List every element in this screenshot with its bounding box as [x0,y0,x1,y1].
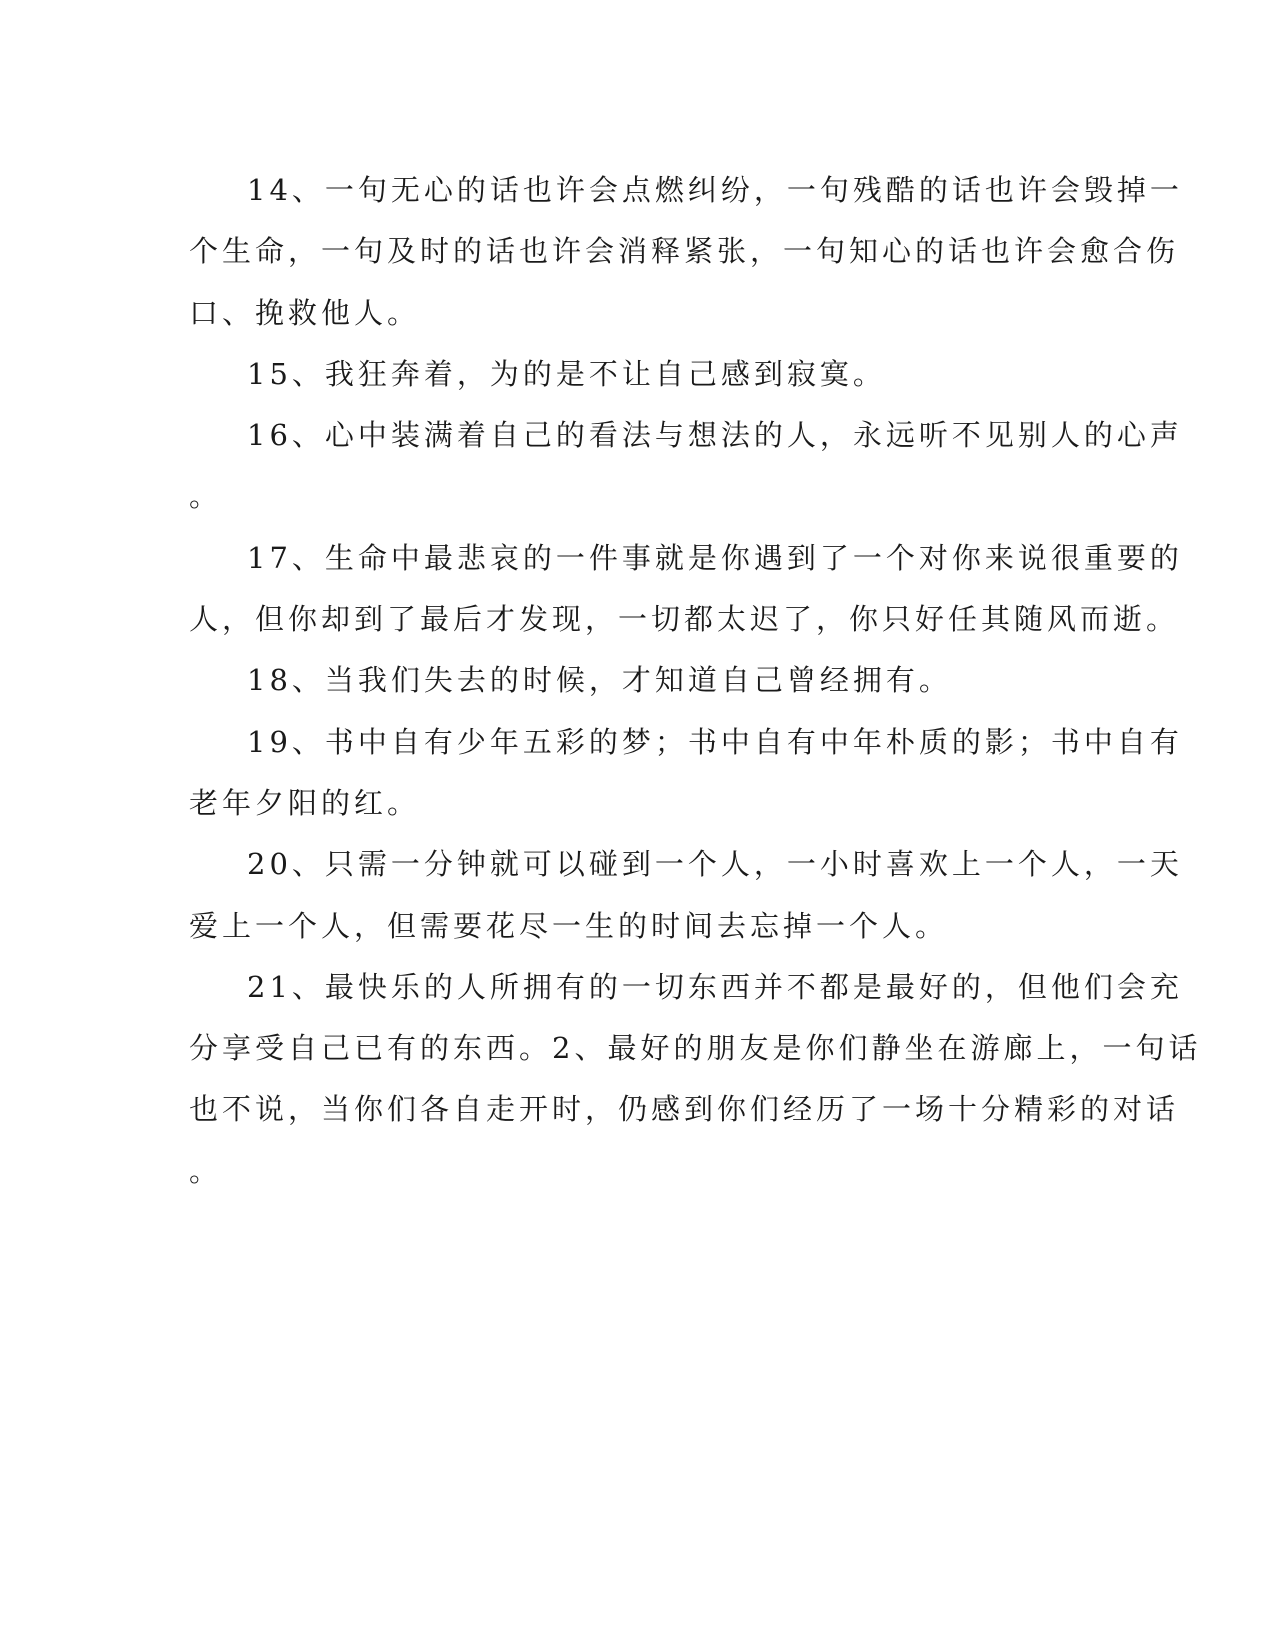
text-line: 21、最快乐的人所拥有的一切东西并不都是最好的，但他们会充 [247,969,1183,1004]
paragraph-19 [189,712,1183,835]
paragraph-15 [189,344,1069,405]
paragraph-14 [189,160,1183,344]
paragraph-16 [189,405,1183,528]
paragraph-18 [189,650,1069,711]
text-line: 14、一句无心的话也许会点燃纠纷，一句残酷的话也许会毁掉一 [247,173,1183,207]
text-line: 20、只需一分钟就可以碰到一个人，一小时喜欢上一个人，一天 [247,847,1183,882]
document-body [189,160,1202,1202]
text-line: 。 [189,479,223,514]
text-line: 个生命，一句及时的话也许会消释紧张，一句知心的话也许会愈合伤 [189,234,1180,269]
text-line: 老年夕阳的红。 [189,785,421,820]
text-line: 17、生命中最悲哀的一件事就是你遇到了一个对你来说很重要的 [247,540,1183,575]
paragraph-20 [189,834,1183,957]
text-line: 分享受自己已有的东西。2、最好的朋友是你们静坐在游廊上，一句话 [189,1031,1202,1066]
paragraph-21 [189,957,1202,1202]
text-line: 16、心中装满着自己的看法与想法的人，永远听不见别人的心声 [247,418,1183,453]
text-line: 口、挽救他人。 [189,295,421,330]
text-line: 。 [189,1153,223,1188]
text-line: 也不说，当你们各自走开时，仍感到你们经历了一场十分精彩的对话 [189,1092,1180,1127]
text-line: 18、当我们失去的时候，才知道自己曾经拥有。 [247,663,952,698]
text-line: 人，但你却到了最后才发现，一切都太迟了，你只好任其随风而逝。 [189,602,1180,637]
text-line: 爱上一个人，但需要花尽一生的时间去忘掉一个人。 [189,908,949,943]
text-line: 19、书中自有少年五彩的梦；书中自有中年朴质的影；书中自有 [247,724,1183,759]
text-line: 15、我狂奔着，为的是不让自己感到寂寞。 [247,356,886,391]
paragraph-17 [189,528,1183,651]
